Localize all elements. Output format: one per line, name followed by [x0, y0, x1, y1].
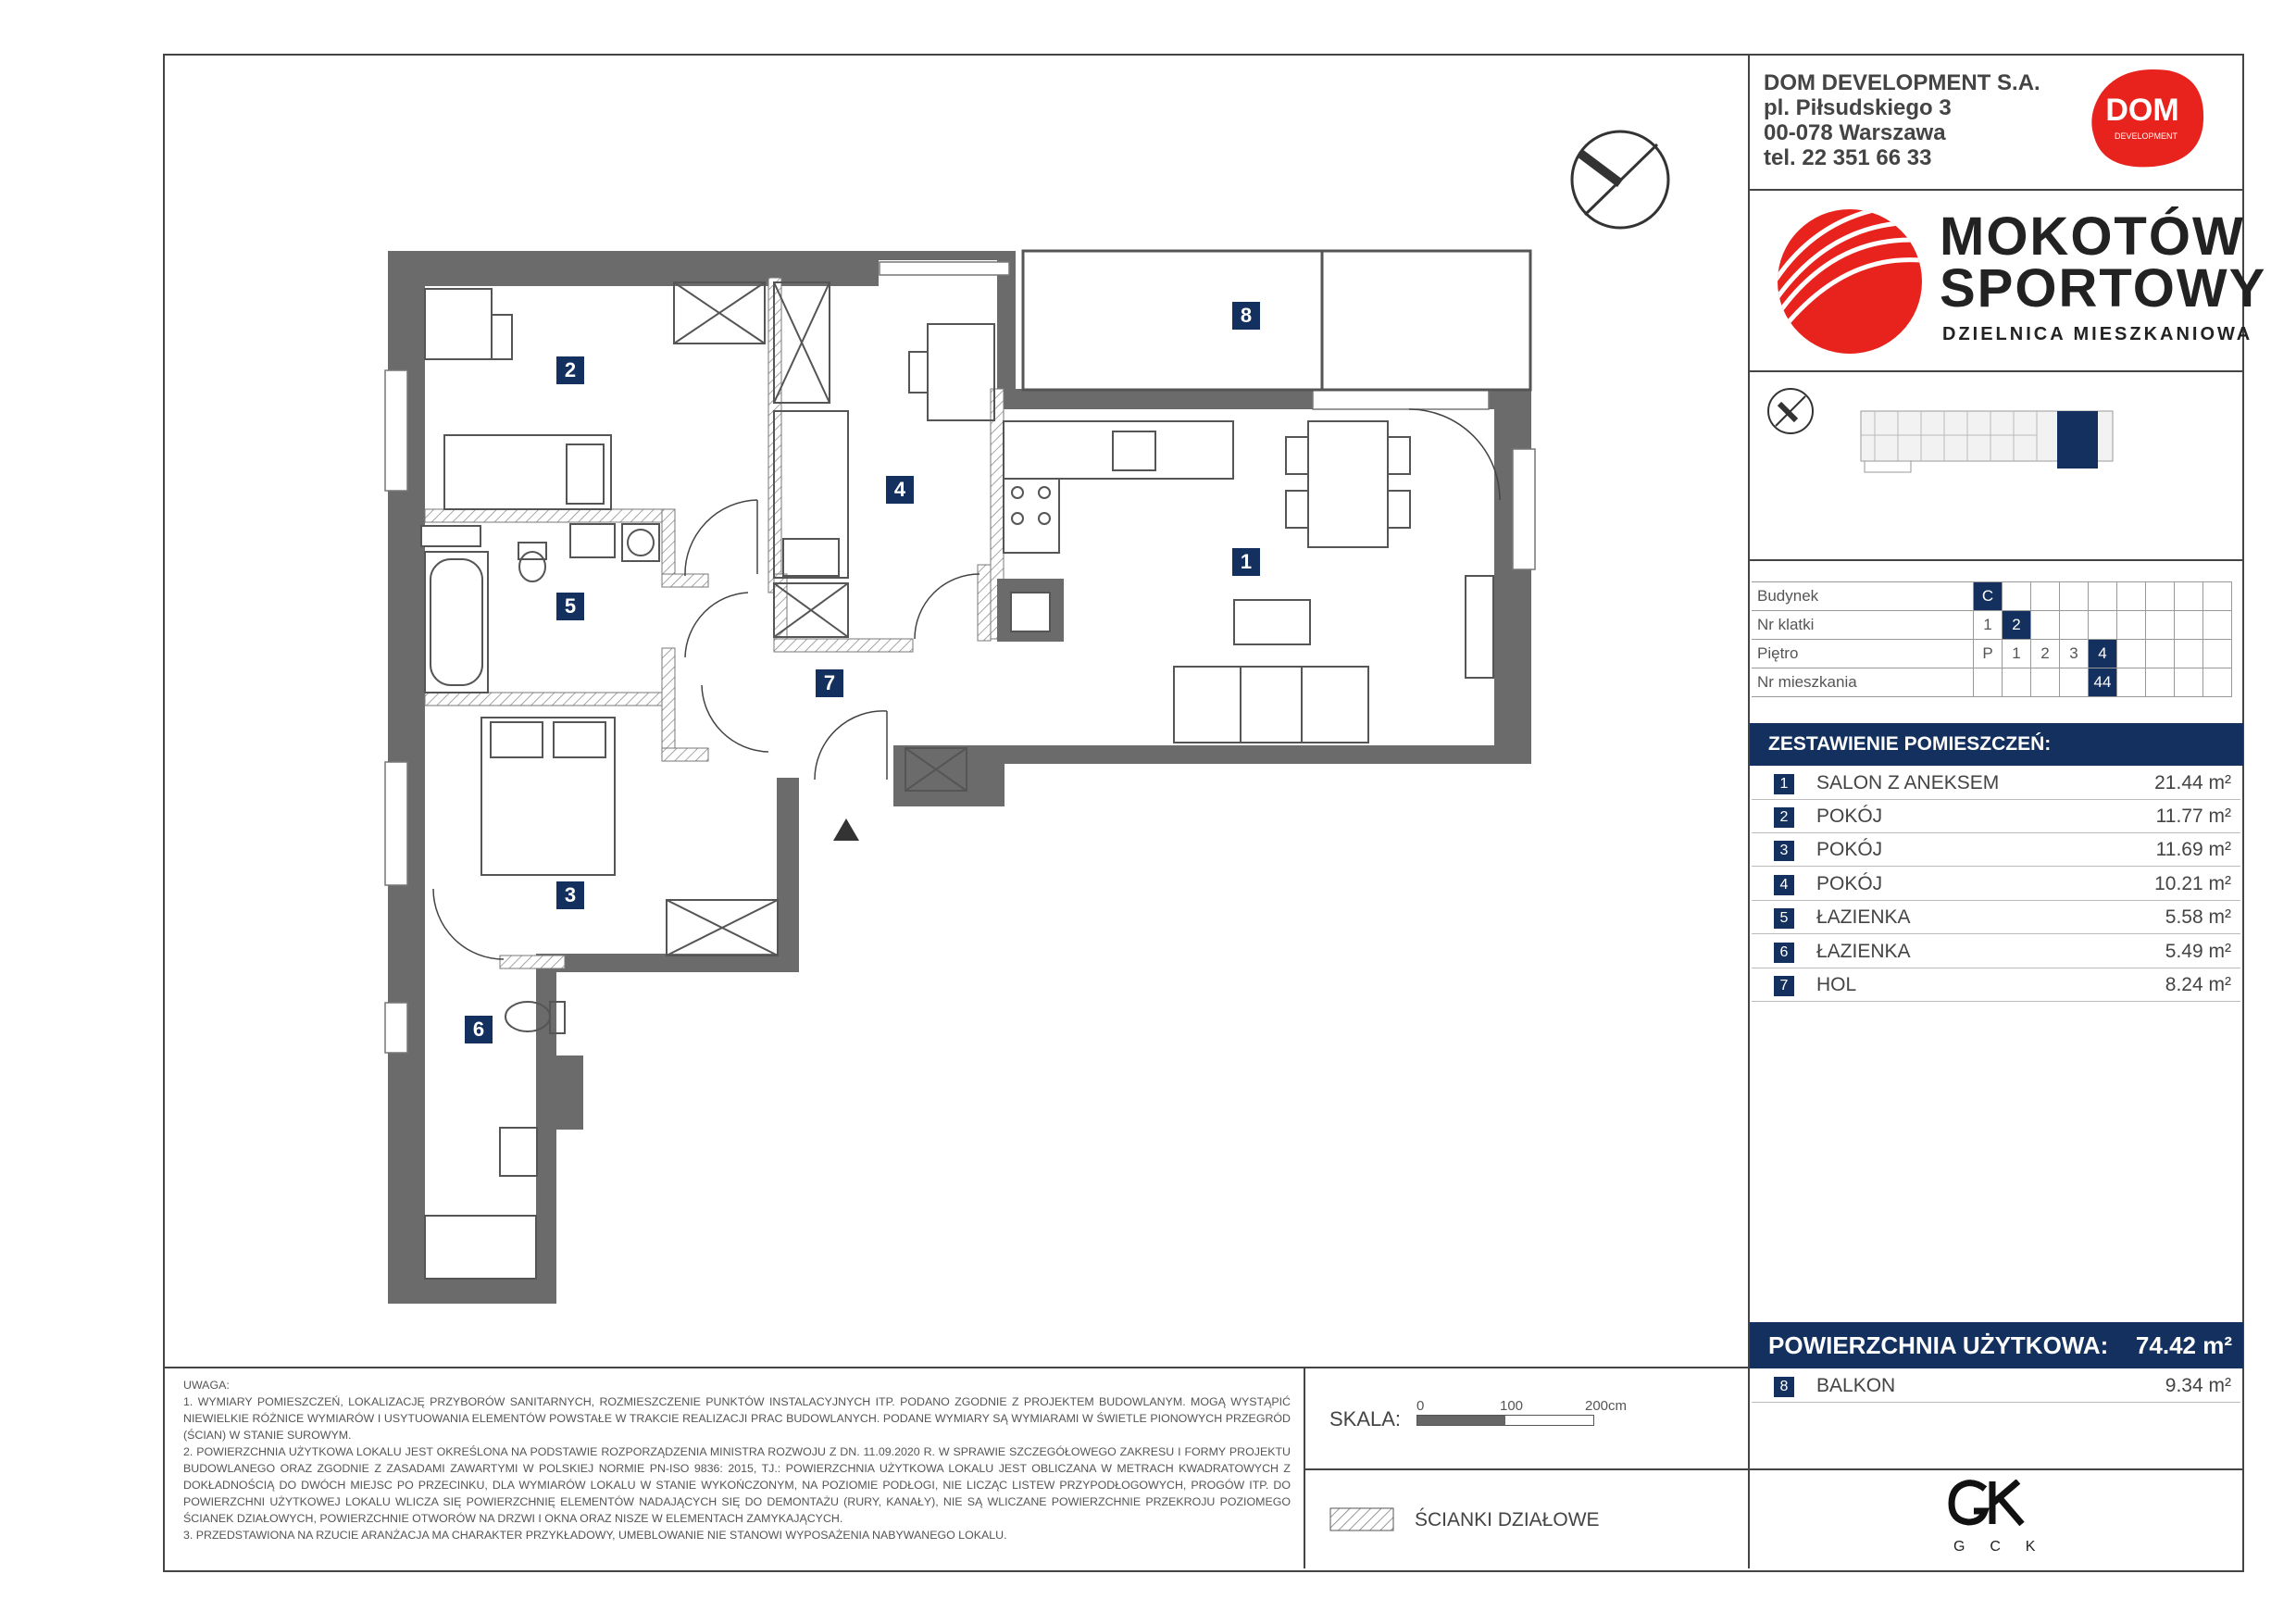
- apartment-info-table: [1752, 581, 2232, 697]
- room-row-2: [1752, 800, 2240, 833]
- door-swings: [433, 409, 1500, 959]
- company-city: 00-078 Warszawa: [1764, 120, 1946, 145]
- room-name: BALKON: [1816, 1375, 1896, 1396]
- note-3: 3. PRZEDSTAWIONA NA RZUCIE ARANŻACJA MA CHARAKTER PRZYKŁADOWY, UMEBLOWANIE NIE STANOWI WYPOSAŻENIA NABYWANEGO LOKALU.: [183, 1529, 1007, 1542]
- floor-label: Piętro: [1752, 640, 1974, 668]
- plan-label-room-3: 3: [556, 881, 584, 909]
- room-name: ŁAZIENKA: [1816, 941, 1911, 962]
- balcony-row: [1752, 1369, 2240, 1403]
- stair-label: Nr klatki: [1752, 611, 1974, 640]
- usable-area-total: [1750, 1322, 2243, 1368]
- dom-logo-sub: DEVELOPMENT: [2114, 131, 2178, 141]
- plan-label-room-5: 5: [556, 593, 584, 620]
- floor-1: 1: [2003, 640, 2031, 668]
- room-number: 8: [1774, 1377, 1794, 1397]
- room-number: 5: [1774, 908, 1794, 929]
- room-name: POKÓJ: [1816, 839, 1883, 860]
- panel-divider-4: [1748, 1468, 2242, 1470]
- stair-1: 1: [1974, 611, 2003, 640]
- room-area: 11.77 m²: [2155, 806, 2231, 827]
- project-title: [1940, 206, 2267, 319]
- room-row-6: [1752, 935, 2240, 968]
- building-label: Budynek: [1752, 582, 1974, 611]
- room-row-3: [1752, 833, 2240, 867]
- room-area: 5.58 m²: [2165, 906, 2231, 928]
- row-floor: [1752, 640, 2232, 668]
- scale-legend-divider: [1304, 1468, 1750, 1470]
- mokotow-sportowy-logo: [1774, 206, 1926, 357]
- project-title-line2: SPORTOWY: [1940, 258, 2267, 319]
- plan-label-room-2: 2: [556, 356, 584, 384]
- room-name: SALON Z ANEKSEM: [1816, 772, 2000, 793]
- stair-2: 2: [2003, 611, 2031, 640]
- room-area: 11.69 m²: [2155, 839, 2231, 860]
- apartment-number: 44: [2089, 668, 2117, 697]
- floor-plan: [163, 56, 1746, 1365]
- room-row-5: [1752, 901, 2240, 934]
- room-area: 9.34 m²: [2165, 1375, 2231, 1396]
- floor-p: P: [1974, 640, 2003, 668]
- plan-label-room-1: 1: [1232, 548, 1260, 576]
- dom-logo-text: DOM: [2105, 93, 2179, 128]
- entrance-marker-icon: [833, 818, 859, 841]
- room-number: 3: [1774, 841, 1794, 861]
- apartment-label: Nr mieszkania: [1752, 668, 1974, 697]
- room-row-7: [1752, 968, 2240, 1002]
- plan-label-room-6: 6: [465, 1016, 493, 1043]
- partition-wall-legend-label: ŚCIANKI DZIAŁOWE: [1415, 1509, 1600, 1530]
- room-area: 8.24 m²: [2165, 974, 2231, 995]
- notes-block: [183, 1377, 1291, 1543]
- balcony: [1023, 251, 1530, 390]
- note-2: 2. POWIERZCHNIA UŻYTKOWA LOKALU JEST OKREŚLONA NA PODSTAWIE ROZPORZĄDZENIA MINISTRA ROZWOJU Z DN. 11.09.2020 R. W SPRAWIE SZCZEGÓŁOWEGO ZAKRESU I FORMY PROJEKTU BUDOWLANEGO ORAZ ZGODNIE Z ZASADAMI ZAWARTYMI W POLSKIEJ NORMIE PN-ISO 9836: 2015, TJ.: POWIERZCHNIA UŻYTKOWA LOKALU JEST OBLICZANA W METRACH KWADRATOWYCH Z DOKŁADNOŚCIĄ DO DWÓCH MIEJSC PO PRZECINKU, DLA WYMIARÓW LOKALU W STANIE WYKOŃCZONYM, NA POZIOMIE PODŁOGI, NIE LICZĄC LISTEW PRZYPODŁOGOWYCH, PROGÓW ITP. DO POWIERZCHNI UŻYTKOWEJ LOKALU WLICZA SIĘ POWIERZCHNIĘ ELEMENTÓW NADAJĄCYCH SIĘ DO DEMONTAŻU (RURY, KANAŁY), NIE SĄ WLICZANE POWIERZCHNIE PRZEKROJU POZIOMEGO ŚCIANEK DZIAŁOWYCH, POWIERZCHNIE OTWORÓW NA DRZWI I OKNA ORAZ NISZE W ELEMENTACH ZAMYKAJĄCYCH.: [183, 1445, 1291, 1525]
- usable-area-label: POWIERZCHNIA UŻYTKOWA:: [1768, 1331, 2109, 1359]
- key-plan-compass-icon: [1768, 389, 1813, 433]
- project-subtitle: DZIELNICA MIESZKANIOWA: [1942, 324, 2253, 344]
- row-stair: [1752, 611, 2232, 640]
- room-number: 4: [1774, 875, 1794, 895]
- plan-label-room-4: 4: [886, 476, 914, 504]
- room-area: 5.49 m²: [2165, 941, 2231, 962]
- notes-divider: [163, 1367, 1750, 1368]
- building-key-plan: [1759, 380, 2129, 509]
- company-phone: tel. 22 351 66 33: [1764, 145, 1932, 170]
- rooms-summary-heading: ZESTAWIENIE POMIESZCZEŃ:: [1750, 723, 2243, 766]
- row-apartment: [1752, 668, 2232, 697]
- dom-development-logo: [2085, 65, 2211, 172]
- usable-area-value: 74.42 m²: [2135, 1331, 2232, 1359]
- panel-divider-3: [1748, 559, 2242, 561]
- scale-tick-200: 200cm: [1585, 1398, 1628, 1414]
- floor-4: 4: [2089, 640, 2117, 668]
- company-address: [1764, 70, 2040, 170]
- company-street: pl. Piłsudskiego 3: [1764, 95, 1952, 120]
- room-name: HOL: [1816, 974, 1857, 995]
- partition-wall-legend-icon: [1329, 1507, 1394, 1531]
- room-name: ŁAZIENKA: [1816, 906, 1911, 928]
- note-1: 1. WYMIARY POMIESZCZEŃ, LOKALIZACJĘ PRZYBORÓW SANITARNYCH, ROZMIESZCZENIE PUNKTÓW INSTALACYJNYCH ITP. PODANO ZGODNIE Z PROJEKTEM BUDOWLANYM. MOGĄ WYSTĄPIĆ NIEWIELKIE RÓŻNICE WYMIARÓW I USYTUOWANIA ELEMENTÓW POWSTAŁE W TRAKCIE REALIZACJI PRAC BUDOWLANYCH. PODANE WYMIARY SĄ WYMIARAMI W ŚWIETLE PIONOWYCH PRZEGRÓD (ŚCIAN) W STANIE SUROWYM.: [183, 1395, 1291, 1442]
- room-name: POKÓJ: [1816, 873, 1883, 894]
- room-number: 6: [1774, 943, 1794, 963]
- scale-label: SKALA:: [1329, 1407, 1402, 1430]
- north-compass-icon: [1572, 131, 1668, 228]
- plan-label-room-7: 7: [816, 669, 843, 697]
- room-number: 7: [1774, 976, 1794, 996]
- company-name: DOM DEVELOPMENT S.A.: [1764, 70, 2040, 95]
- kitchen-living-furniture: [998, 421, 1493, 743]
- floor-2: 2: [2031, 640, 2060, 668]
- scale-bar: [1416, 1415, 1594, 1426]
- room-number: 1: [1774, 774, 1794, 794]
- room-area: 21.44 m²: [2154, 772, 2231, 793]
- room-number: 2: [1774, 807, 1794, 828]
- scale-tick-100: 100: [1500, 1398, 1524, 1414]
- room-name: POKÓJ: [1816, 806, 1883, 827]
- scale-divider: [1304, 1367, 1305, 1568]
- room-2-furniture: [425, 282, 765, 509]
- floor-3: 3: [2060, 640, 2089, 668]
- panel-divider-2: [1748, 370, 2242, 372]
- gck-letters: G C K: [1953, 1539, 2041, 1555]
- notes-heading: UWAGA:: [183, 1379, 230, 1392]
- project-title-line1: MOKOTÓW: [1940, 206, 2245, 267]
- bathroom-5-fixtures: [421, 524, 659, 693]
- room-area: 10.21 m²: [2154, 873, 2231, 894]
- room-row-4: [1752, 868, 2240, 901]
- gck-logo: [1948, 1480, 2037, 1535]
- panel-divider-1: [1748, 189, 2242, 191]
- room-row-1: [1752, 767, 2240, 800]
- plan-label-room-8: 8: [1232, 302, 1260, 330]
- room-4-furniture: [774, 282, 994, 637]
- scale-tick-0: 0: [1416, 1398, 1425, 1414]
- building-value: C: [1974, 582, 2003, 611]
- row-building: [1752, 582, 2232, 611]
